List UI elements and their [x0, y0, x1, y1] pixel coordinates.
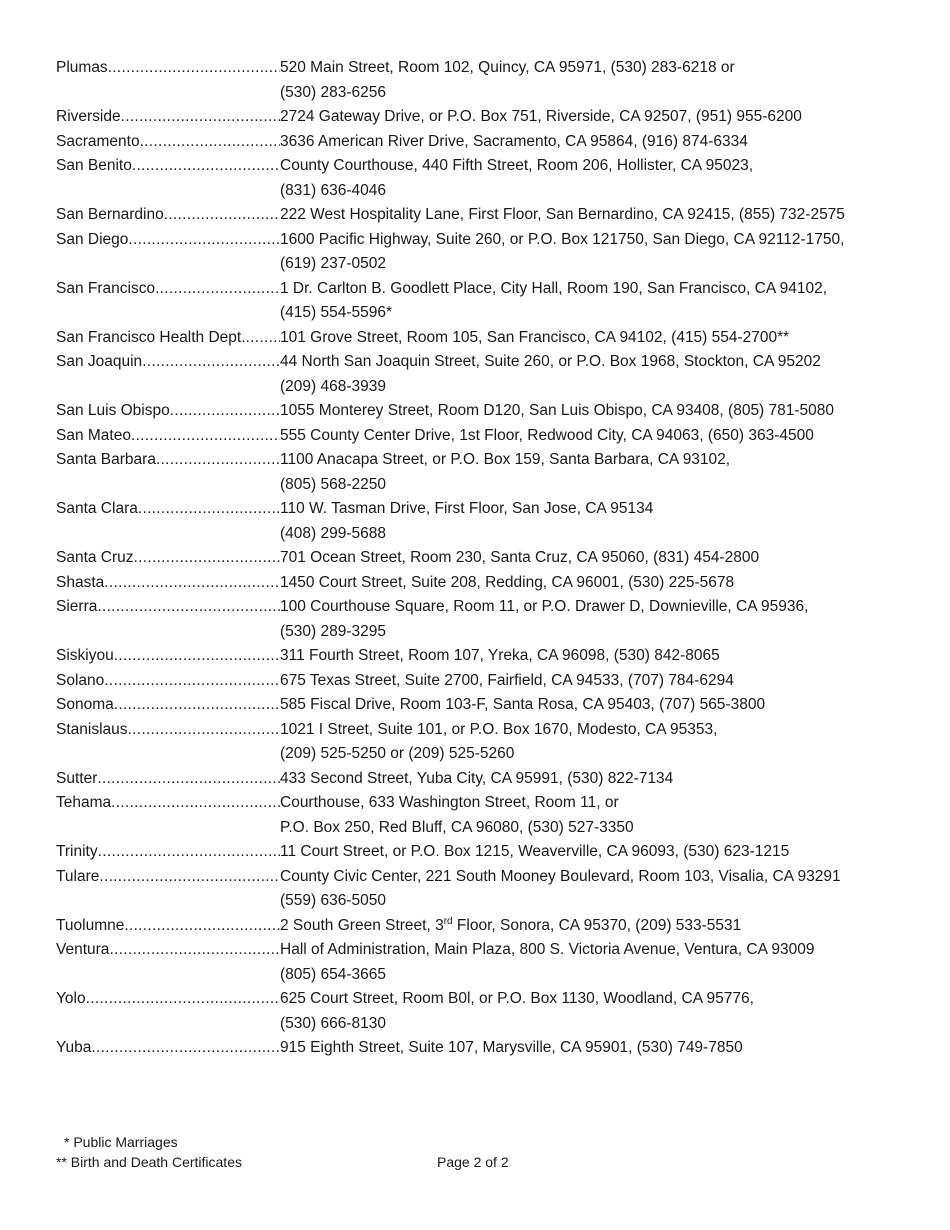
- county-name: San Francisco Health Dept.: [56, 328, 246, 346]
- office-address: [280, 865, 916, 914]
- county-label: [56, 448, 280, 497]
- dot-leader: [86, 987, 280, 1036]
- directory-entry: [56, 669, 916, 694]
- county-label: [56, 130, 280, 155]
- county-label: [56, 497, 280, 546]
- office-address: [280, 1036, 916, 1061]
- address-line: (619) 237-0502: [280, 255, 386, 272]
- address-line: 1100 Anacapa Street, or P.O. Box 159, Santa Barbara, CA 93102,: [280, 451, 731, 468]
- county-name: San Mateo: [56, 426, 131, 444]
- county-name: Shasta: [56, 573, 105, 591]
- office-address: [280, 277, 916, 326]
- dot-leader: [97, 767, 280, 792]
- directory-entry: [56, 326, 916, 351]
- directory-entry: [56, 571, 916, 596]
- address-line: (408) 299-5688: [280, 524, 386, 542]
- county-name: Sierra: [56, 598, 98, 615]
- county-name: Tehama: [56, 794, 112, 811]
- office-address: [280, 644, 916, 669]
- office-address: [280, 105, 916, 130]
- address-line: Hall of Administration, Main Plaza, 800 S. Victoria Avenue, Ventura, CA 93009: [280, 941, 815, 958]
- county-name: Tuolumne: [56, 916, 125, 934]
- dot-leader: [170, 399, 280, 424]
- office-address: [280, 987, 916, 1036]
- directory-entry: [56, 865, 916, 914]
- county-name: Siskiyou: [56, 647, 114, 664]
- office-address: [280, 840, 916, 865]
- dot-leader: [99, 865, 280, 914]
- address-line: 2 South Green Street, 3rd Floor, Sonora, CA 95370, (209) 533-5531: [280, 915, 742, 934]
- county-label: [56, 644, 280, 669]
- county-name: San Diego: [56, 230, 129, 248]
- county-label: [56, 350, 280, 399]
- county-name: San Francisco: [56, 279, 156, 297]
- county-label: [56, 1036, 280, 1061]
- dot-leader: [114, 693, 280, 718]
- office-address: [280, 56, 916, 105]
- directory-entry: [56, 350, 916, 399]
- address-line: (530) 289-3295: [280, 622, 386, 640]
- dot-leader: [128, 228, 280, 277]
- county-label: [56, 571, 280, 596]
- dot-leader: [121, 105, 280, 130]
- office-address: [280, 571, 916, 596]
- directory-entry: [56, 644, 916, 669]
- footnote-birth-death-certificates: ** Birth and Death Certificates: [56, 1154, 242, 1170]
- dot-leader: [104, 571, 280, 596]
- address-line: 101 Grove Street, Room 105, San Francisco, CA 94102, (415) 554-2700**: [280, 328, 790, 346]
- county-label: [56, 228, 280, 277]
- county-name: Yolo: [56, 990, 86, 1007]
- directory-entry: [56, 546, 916, 571]
- county-name: San Bernardino: [56, 206, 164, 223]
- dot-leader: [164, 203, 280, 228]
- dot-leader: [124, 914, 280, 939]
- office-address: [280, 595, 916, 644]
- address-line: County Civic Center, 221 South Mooney Boulevard, Room 103, Visalia, CA 93291: [280, 867, 841, 885]
- address-line: (831) 636-4046: [280, 181, 386, 199]
- address-line: Courthouse, 633 Washington Street, Room 11, or: [280, 794, 619, 811]
- county-label: [56, 791, 280, 840]
- directory-entry: [56, 130, 916, 155]
- office-address: [280, 938, 916, 987]
- county-directory-list: [56, 56, 916, 1061]
- county-label: [56, 56, 280, 105]
- directory-entry: [56, 767, 916, 792]
- office-address: [280, 669, 916, 694]
- county-name: San Joaquin: [56, 353, 143, 370]
- directory-entry: [56, 791, 916, 840]
- dot-leader: [140, 130, 280, 155]
- dot-leader: [97, 595, 280, 644]
- office-address: [280, 718, 916, 767]
- address-line: 311 Fourth Street, Room 107, Yreka, CA 96098, (530) 842-8065: [280, 647, 720, 664]
- directory-entry: [56, 595, 916, 644]
- address-line: 585 Fiscal Drive, Room 103-F, Santa Rosa, CA 95403, (707) 565-3800: [280, 696, 766, 713]
- address-line: 1600 Pacific Highway, Suite 260, or P.O. Box 121750, San Diego, CA 92112-1750,: [280, 230, 845, 248]
- county-name: Plumas: [56, 59, 108, 76]
- address-line: 520 Main Street, Room 102, Quincy, CA 95971, (530) 283-6218 or: [280, 59, 735, 76]
- address-line: (530) 666-8130: [280, 1014, 386, 1032]
- dot-leader: [114, 644, 280, 669]
- dot-leader: [156, 448, 280, 497]
- directory-entry: [56, 448, 916, 497]
- county-name: San Luis Obispo: [56, 402, 170, 419]
- office-address: [280, 326, 916, 351]
- directory-entry: [56, 399, 916, 424]
- address-line: 11 Court Street, or P.O. Box 1215, Weaverville, CA 96093, (530) 623-1215: [280, 843, 790, 860]
- office-address: [280, 914, 916, 939]
- address-line: (559) 636-5050: [280, 892, 386, 909]
- address-line: 44 North San Joaquin Street, Suite 260, or P.O. Box 1968, Stockton, CA 95202: [280, 353, 821, 370]
- dot-leader: [131, 424, 280, 449]
- directory-entry: [56, 277, 916, 326]
- page-number: Page 2 of 2: [437, 1154, 509, 1170]
- county-label: [56, 840, 280, 865]
- dot-leader: [134, 546, 280, 571]
- county-name: Santa Cruz: [56, 549, 134, 566]
- dot-leader: [91, 1036, 280, 1061]
- address-line: 1 Dr. Carlton B. Goodlett Place, City Hall, Room 190, San Francisco, CA 94102,: [280, 279, 828, 297]
- address-line: 1450 Court Street, Suite 208, Redding, CA 96001, (530) 225-5678: [280, 573, 735, 591]
- address-line: (530) 283-6256: [280, 83, 386, 101]
- address-line: (415) 554-5596*: [280, 304, 393, 321]
- dot-leader: [104, 669, 280, 694]
- dot-leader: [108, 56, 280, 105]
- county-label: [56, 595, 280, 644]
- directory-entry: [56, 154, 916, 203]
- office-address: [280, 228, 916, 277]
- county-name: Santa Barbara: [56, 451, 156, 468]
- office-address: [280, 497, 916, 546]
- county-name: Sutter: [56, 769, 98, 787]
- office-address: [280, 130, 916, 155]
- office-address: [280, 154, 916, 203]
- directory-entry: [56, 718, 916, 767]
- directory-entry: [56, 1036, 916, 1061]
- office-address: [280, 350, 916, 399]
- dot-leader: [142, 350, 280, 399]
- county-name: Yuba: [56, 1039, 92, 1056]
- directory-entry: [56, 424, 916, 449]
- county-name: San Benito: [56, 157, 132, 174]
- county-label: [56, 105, 280, 130]
- address-line: 915 Eighth Street, Suite 107, Marysville, CA 95901, (530) 749-7850: [280, 1039, 743, 1056]
- county-name: Sonoma: [56, 696, 114, 713]
- address-line: (209) 468-3939: [280, 377, 386, 395]
- address-line: 1021 I Street, Suite 101, or P.O. Box 1670, Modesto, CA 95353,: [280, 720, 718, 738]
- office-address: [280, 424, 916, 449]
- county-name: Sacramento: [56, 132, 140, 150]
- address-line: (209) 525-5250 or (209) 525-5260: [280, 745, 515, 762]
- county-label: [56, 938, 280, 987]
- office-address: [280, 203, 916, 228]
- office-address: [280, 546, 916, 571]
- dot-leader: [111, 791, 280, 840]
- dot-leader: [246, 326, 280, 351]
- directory-entry: [56, 228, 916, 277]
- dot-leader: [132, 154, 280, 203]
- dot-leader: [138, 497, 280, 546]
- footnotes: [56, 1132, 242, 1172]
- office-address: [280, 399, 916, 424]
- address-line: 555 County Center Drive, 1st Floor, Redwood City, CA 94063, (650) 363-4500: [280, 426, 814, 444]
- address-line: 2724 Gateway Drive, or P.O. Box 751, Riverside, CA 92507, (951) 955-6200: [280, 108, 802, 125]
- dot-leader: [128, 718, 280, 767]
- county-name: Trinity: [56, 843, 98, 860]
- dot-leader: [155, 277, 280, 326]
- address-line: (805) 568-2250: [280, 475, 386, 493]
- address-line: 433 Second Street, Yuba City, CA 95991, (530) 822-7134: [280, 769, 674, 787]
- directory-entry: [56, 840, 916, 865]
- county-name: Stanislaus: [56, 720, 128, 738]
- dot-leader: [109, 938, 280, 987]
- office-address: [280, 791, 916, 840]
- directory-entry: [56, 987, 916, 1036]
- county-label: [56, 546, 280, 571]
- directory-entry: [56, 203, 916, 228]
- county-label: [56, 669, 280, 694]
- address-line: 701 Ocean Street, Room 230, Santa Cruz, CA 95060, (831) 454-2800: [280, 549, 760, 566]
- directory-entry: [56, 914, 916, 939]
- dot-leader: [98, 840, 280, 865]
- directory-entry: [56, 105, 916, 130]
- address-line: 100 Courthouse Square, Room 11, or P.O. Drawer D, Downieville, CA 95936,: [280, 598, 809, 615]
- county-label: [56, 767, 280, 792]
- address-line: 222 West Hospitality Lane, First Floor, San Bernardino, CA 92415, (855) 732-2575: [280, 206, 845, 223]
- county-label: [56, 693, 280, 718]
- county-label: [56, 399, 280, 424]
- county-label: [56, 326, 280, 351]
- directory-entry: [56, 56, 916, 105]
- county-label: [56, 914, 280, 939]
- county-label: [56, 718, 280, 767]
- office-address: [280, 693, 916, 718]
- county-label: [56, 203, 280, 228]
- county-label: [56, 154, 280, 203]
- address-line: 1055 Monterey Street, Room D120, San Luis Obispo, CA 93408, (805) 781-5080: [280, 402, 835, 419]
- county-name: Santa Clara: [56, 500, 138, 517]
- address-line: County Courthouse, 440 Fifth Street, Room 206, Hollister, CA 95023,: [280, 157, 754, 174]
- address-line: 3636 American River Drive, Sacramento, CA 95864, (916) 874-6334: [280, 132, 748, 150]
- county-label: [56, 987, 280, 1036]
- county-name: Solano: [56, 671, 105, 689]
- office-address: [280, 767, 916, 792]
- county-name: Tulare: [56, 867, 100, 885]
- footnote-public-marriages: * Public Marriages: [64, 1134, 178, 1150]
- county-label: [56, 277, 280, 326]
- county-label: [56, 424, 280, 449]
- directory-entry: [56, 497, 916, 546]
- directory-entry: [56, 693, 916, 718]
- county-name: Ventura: [56, 941, 110, 958]
- address-line: 625 Court Street, Room B0l, or P.O. Box 1130, Woodland, CA 95776,: [280, 990, 754, 1007]
- county-name: Riverside: [56, 108, 121, 125]
- address-line: 110 W. Tasman Drive, First Floor, San Jose, CA 95134: [280, 500, 654, 517]
- address-line: P.O. Box 250, Red Bluff, CA 96080, (530) 527-3350: [280, 818, 634, 836]
- directory-entry: [56, 938, 916, 987]
- address-line: (805) 654-3665: [280, 965, 386, 983]
- address-line: 675 Texas Street, Suite 2700, Fairfield, CA 94533, (707) 784-6294: [280, 671, 734, 689]
- county-label: [56, 865, 280, 914]
- office-address: [280, 448, 916, 497]
